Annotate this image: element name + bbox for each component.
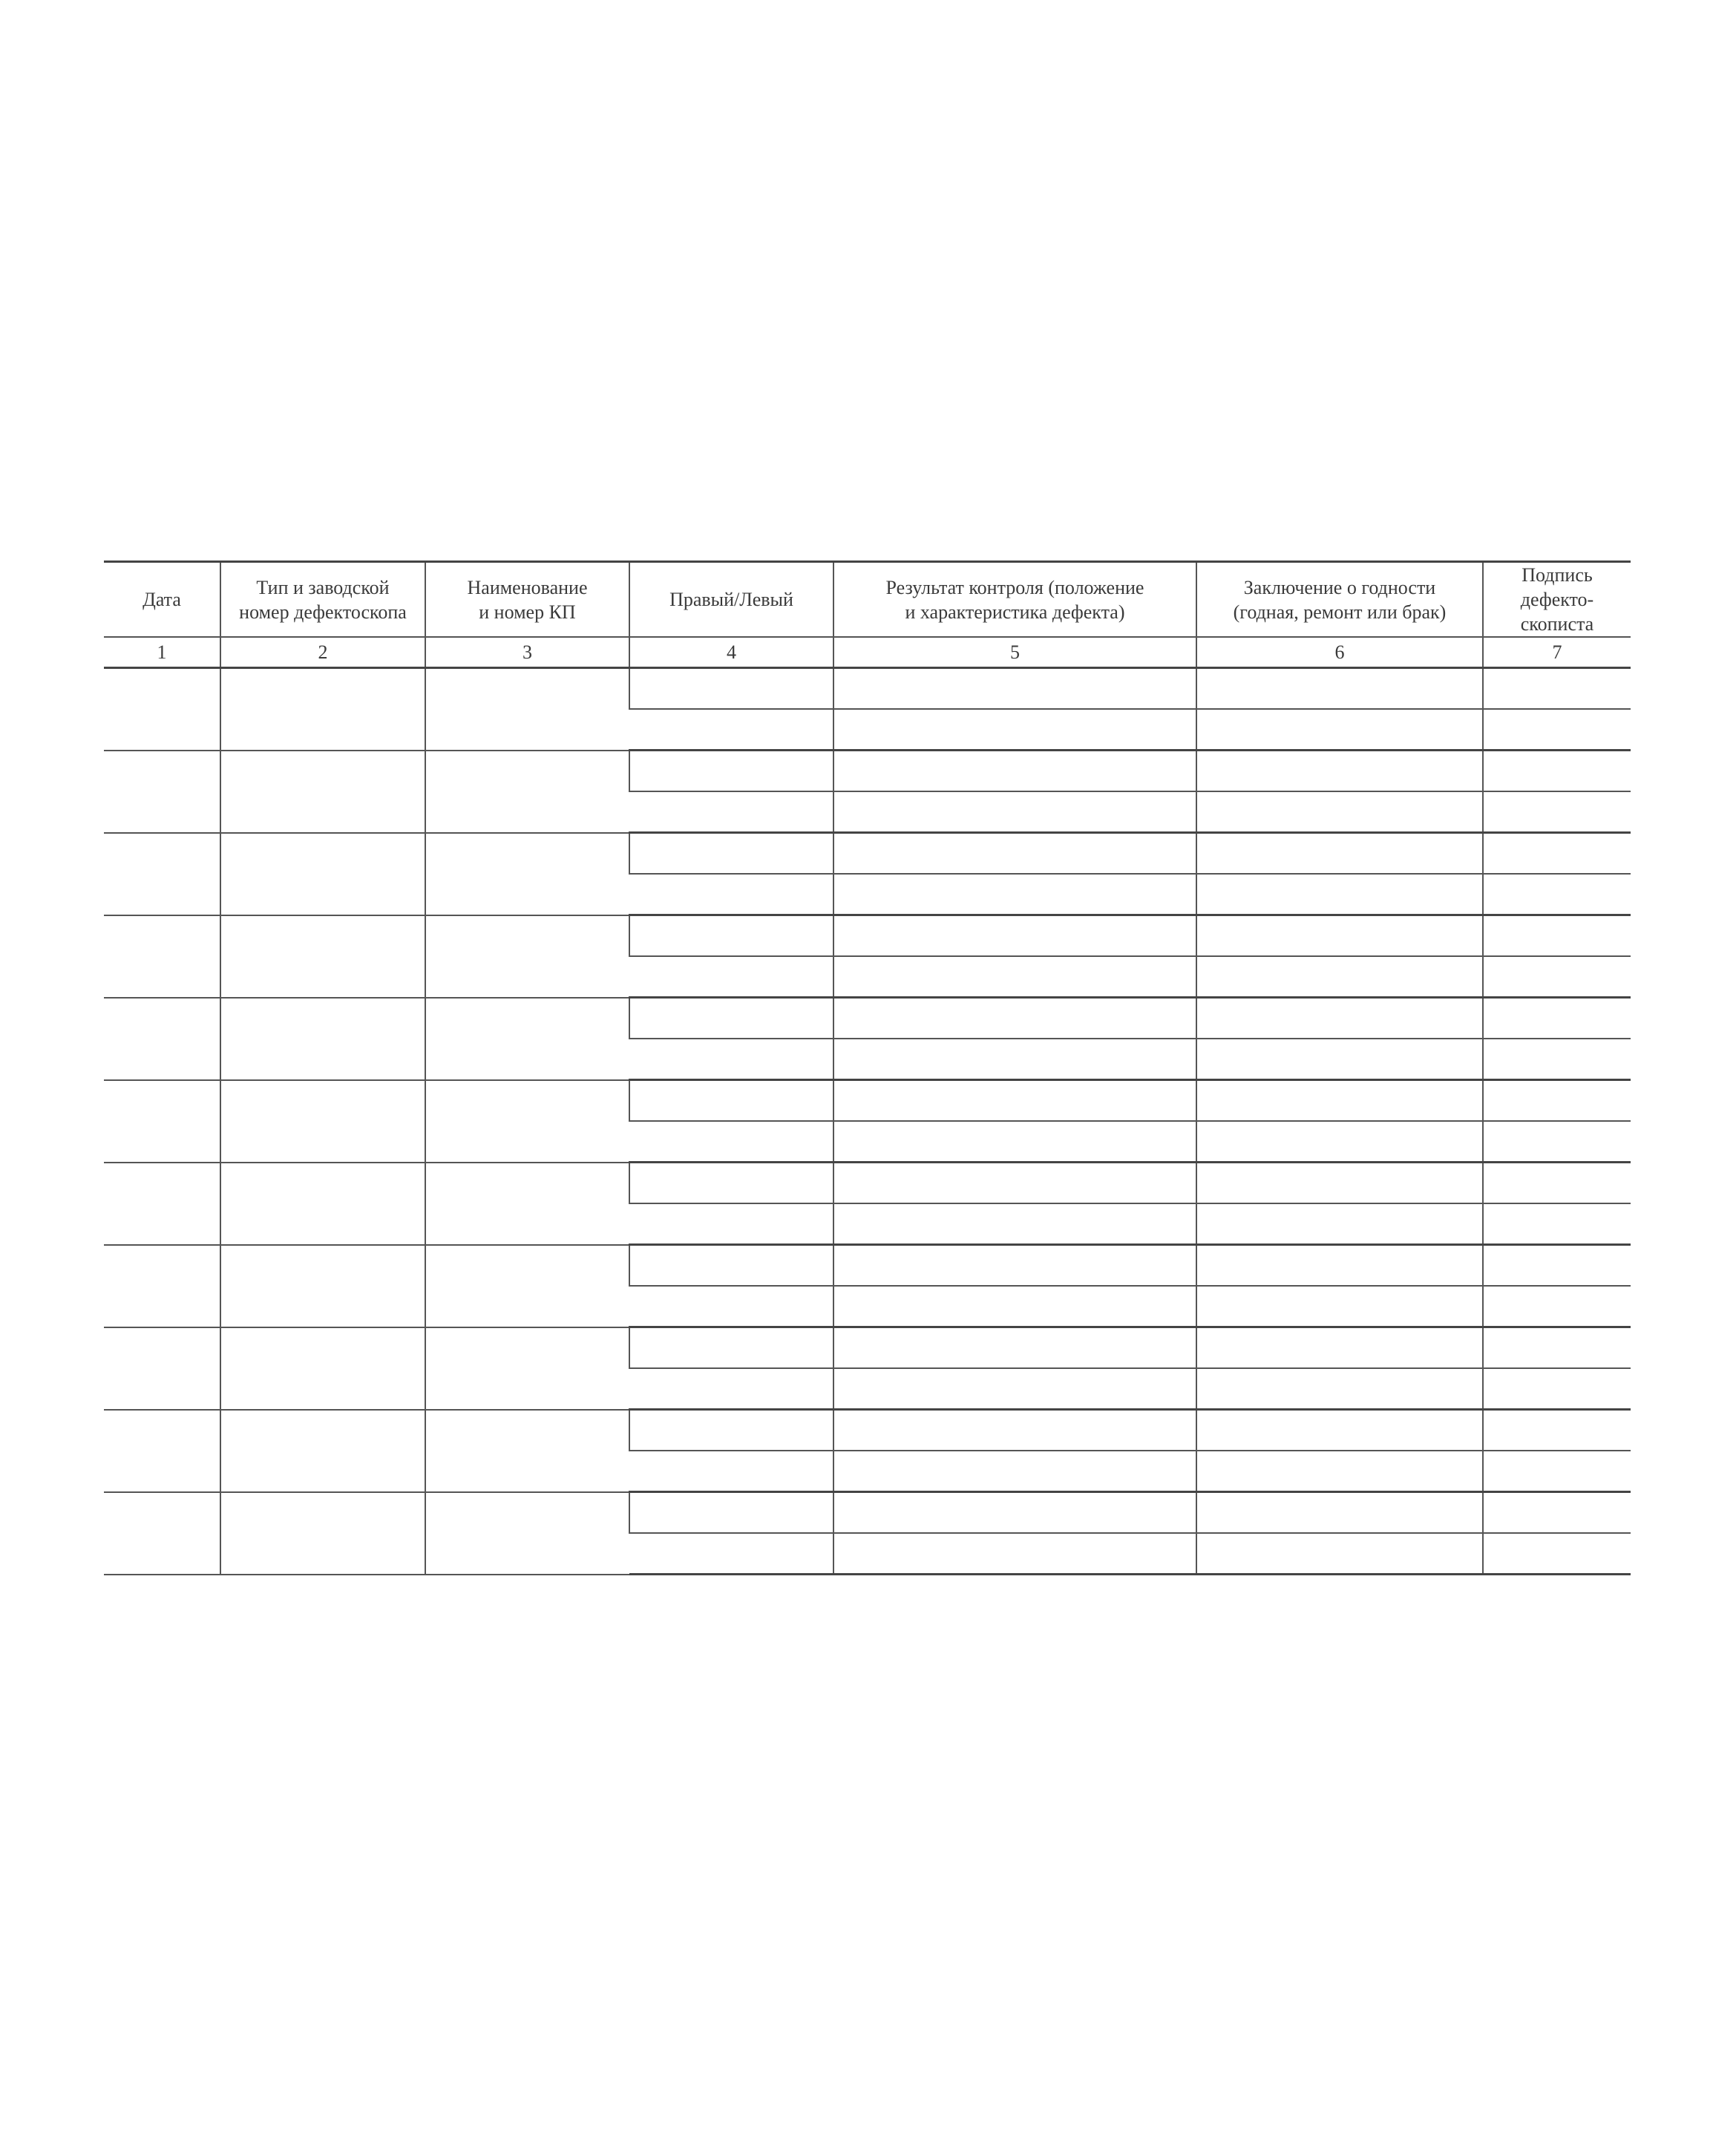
cell-result[interactable] [833, 1533, 1196, 1575]
cell-result[interactable] [833, 1121, 1196, 1163]
cell-conclusion[interactable] [1196, 1203, 1483, 1245]
cell-date[interactable] [104, 751, 220, 833]
cell-detector[interactable] [220, 1163, 425, 1245]
cell-signature[interactable] [1483, 709, 1631, 751]
cell-signature[interactable] [1483, 751, 1631, 792]
header-detector-type-number: Тип и заводской номер дефектоскопа [220, 562, 425, 638]
cell-signature[interactable] [1483, 998, 1631, 1039]
cell-side[interactable] [629, 1286, 833, 1327]
cell-result[interactable] [833, 751, 1196, 792]
table-row [104, 751, 1631, 792]
table-row [104, 1327, 1631, 1369]
cell-kp[interactable] [425, 751, 629, 833]
cell-result[interactable] [833, 791, 1196, 833]
cell-conclusion[interactable] [1196, 998, 1483, 1039]
header-right-left: Правый/Левый [629, 562, 833, 638]
cell-date[interactable] [104, 998, 220, 1080]
cell-signature[interactable] [1483, 1533, 1631, 1575]
cell-result[interactable] [833, 1080, 1196, 1122]
column-number: 3 [425, 637, 629, 668]
cell-result[interactable] [833, 874, 1196, 915]
cell-result[interactable] [833, 1451, 1196, 1492]
cell-signature[interactable] [1483, 1451, 1631, 1492]
cell-side[interactable] [629, 833, 833, 875]
cell-kp[interactable] [425, 1163, 629, 1245]
cell-side[interactable] [629, 1245, 833, 1287]
cell-result[interactable] [833, 956, 1196, 998]
table-header-row [104, 562, 1631, 638]
cell-detector[interactable] [220, 751, 425, 833]
table-row [104, 833, 1631, 875]
cell-signature[interactable] [1483, 1163, 1631, 1204]
cell-signature[interactable] [1483, 956, 1631, 998]
table-row [104, 1245, 1631, 1287]
cell-result[interactable] [833, 1286, 1196, 1327]
cell-conclusion[interactable] [1196, 833, 1483, 875]
cell-signature[interactable] [1483, 1286, 1631, 1327]
cell-conclusion[interactable] [1196, 1121, 1483, 1163]
column-number: 6 [1196, 637, 1483, 668]
header-date: Дата [104, 562, 220, 638]
cell-conclusion[interactable] [1196, 1039, 1483, 1080]
cell-conclusion[interactable] [1196, 1286, 1483, 1327]
cell-conclusion[interactable] [1196, 1410, 1483, 1451]
cell-signature[interactable] [1483, 1245, 1631, 1287]
cell-signature[interactable] [1483, 874, 1631, 915]
cell-kp[interactable] [425, 915, 629, 998]
cell-side[interactable] [629, 1121, 833, 1163]
cell-signature[interactable] [1483, 1410, 1631, 1451]
cell-kp[interactable] [425, 1245, 629, 1327]
cell-side[interactable] [629, 751, 833, 792]
cell-kp[interactable] [425, 1327, 629, 1410]
cell-conclusion[interactable] [1196, 1163, 1483, 1204]
cell-side[interactable] [629, 791, 833, 833]
cell-side[interactable] [629, 915, 833, 957]
cell-result[interactable] [833, 915, 1196, 957]
cell-kp[interactable] [425, 833, 629, 915]
cell-result[interactable] [833, 1327, 1196, 1369]
column-number: 1 [104, 637, 220, 668]
header-inspector-signature: Подпись дефекто- скописта [1483, 562, 1631, 638]
cell-signature[interactable] [1483, 668, 1631, 710]
cell-kp[interactable] [425, 998, 629, 1080]
cell-date[interactable] [104, 1080, 220, 1163]
cell-date[interactable] [104, 915, 220, 998]
table-row [104, 1080, 1631, 1122]
cell-kp[interactable] [425, 1492, 629, 1575]
table-row [104, 1163, 1631, 1204]
table-row [104, 1410, 1631, 1451]
cell-date[interactable] [104, 1245, 220, 1327]
cell-detector[interactable] [220, 1080, 425, 1163]
cell-result[interactable] [833, 1245, 1196, 1287]
cell-result[interactable] [833, 668, 1196, 710]
table-row [104, 668, 1631, 710]
cell-kp[interactable] [425, 1410, 629, 1492]
cell-side[interactable] [629, 1533, 833, 1575]
cell-result[interactable] [833, 833, 1196, 875]
cell-detector[interactable] [220, 833, 425, 915]
cell-conclusion[interactable] [1196, 915, 1483, 957]
cell-conclusion[interactable] [1196, 1327, 1483, 1369]
column-number: 7 [1483, 637, 1631, 668]
cell-conclusion[interactable] [1196, 956, 1483, 998]
cell-signature[interactable] [1483, 833, 1631, 875]
cell-side[interactable] [629, 874, 833, 915]
table-row [104, 998, 1631, 1039]
cell-kp[interactable] [425, 1080, 629, 1163]
cell-side[interactable] [629, 1327, 833, 1369]
cell-result[interactable] [833, 1163, 1196, 1204]
cell-signature[interactable] [1483, 791, 1631, 833]
table-row [104, 915, 1631, 957]
cell-side[interactable] [629, 1080, 833, 1122]
column-number: 2 [220, 637, 425, 668]
cell-side[interactable] [629, 1203, 833, 1245]
cell-conclusion[interactable] [1196, 1451, 1483, 1492]
cell-detector[interactable] [220, 1410, 425, 1492]
cell-detector[interactable] [220, 668, 425, 751]
cell-kp[interactable] [425, 668, 629, 751]
column-number-row [104, 637, 1631, 668]
cell-date[interactable] [104, 1492, 220, 1575]
cell-side[interactable] [629, 1492, 833, 1534]
cell-date[interactable] [104, 1327, 220, 1410]
cell-result[interactable] [833, 1492, 1196, 1534]
cell-detector[interactable] [220, 998, 425, 1080]
cell-side[interactable] [629, 1368, 833, 1410]
cell-result[interactable] [833, 1039, 1196, 1080]
cell-side[interactable] [629, 1039, 833, 1080]
cell-conclusion[interactable] [1196, 709, 1483, 751]
cell-conclusion[interactable] [1196, 751, 1483, 792]
cell-conclusion[interactable] [1196, 874, 1483, 915]
cell-date[interactable] [104, 1163, 220, 1245]
cell-signature[interactable] [1483, 915, 1631, 957]
cell-conclusion[interactable] [1196, 1080, 1483, 1122]
cell-signature[interactable] [1483, 1121, 1631, 1163]
cell-side[interactable] [629, 956, 833, 998]
cell-conclusion[interactable] [1196, 668, 1483, 710]
cell-detector[interactable] [220, 1245, 425, 1327]
header-inspection-result: Результат контроля (положение и характеристика дефекта) [833, 562, 1196, 638]
cell-conclusion[interactable] [1196, 1492, 1483, 1534]
cell-side[interactable] [629, 709, 833, 751]
cell-conclusion[interactable] [1196, 1245, 1483, 1287]
cell-conclusion[interactable] [1196, 1368, 1483, 1410]
cell-result[interactable] [833, 1410, 1196, 1451]
defect-inspection-journal-table [104, 560, 1631, 1575]
cell-signature[interactable] [1483, 1080, 1631, 1122]
column-number: 5 [833, 637, 1196, 668]
header-fitness-conclusion: Заключение о годности (годная, ремонт или брак) [1196, 562, 1483, 638]
cell-side[interactable] [629, 1410, 833, 1451]
cell-result[interactable] [833, 709, 1196, 751]
cell-side[interactable] [629, 668, 833, 710]
cell-detector[interactable] [220, 1327, 425, 1410]
cell-date[interactable] [104, 1410, 220, 1492]
cell-signature[interactable] [1483, 1039, 1631, 1080]
cell-signature[interactable] [1483, 1327, 1631, 1369]
table-row [104, 1492, 1631, 1534]
cell-date[interactable] [104, 668, 220, 751]
cell-conclusion[interactable] [1196, 791, 1483, 833]
cell-side[interactable] [629, 1451, 833, 1492]
cell-side[interactable] [629, 1163, 833, 1204]
cell-detector[interactable] [220, 1492, 425, 1575]
table-body [104, 668, 1631, 1575]
cell-side[interactable] [629, 998, 833, 1039]
cell-result[interactable] [833, 998, 1196, 1039]
column-number: 4 [629, 637, 833, 668]
cell-signature[interactable] [1483, 1203, 1631, 1245]
header-kp-name-number: Наименование и номер КП [425, 562, 629, 638]
cell-conclusion[interactable] [1196, 1533, 1483, 1575]
cell-result[interactable] [833, 1203, 1196, 1245]
cell-result[interactable] [833, 1368, 1196, 1410]
cell-date[interactable] [104, 833, 220, 915]
cell-signature[interactable] [1483, 1492, 1631, 1534]
cell-detector[interactable] [220, 915, 425, 998]
cell-signature[interactable] [1483, 1368, 1631, 1410]
